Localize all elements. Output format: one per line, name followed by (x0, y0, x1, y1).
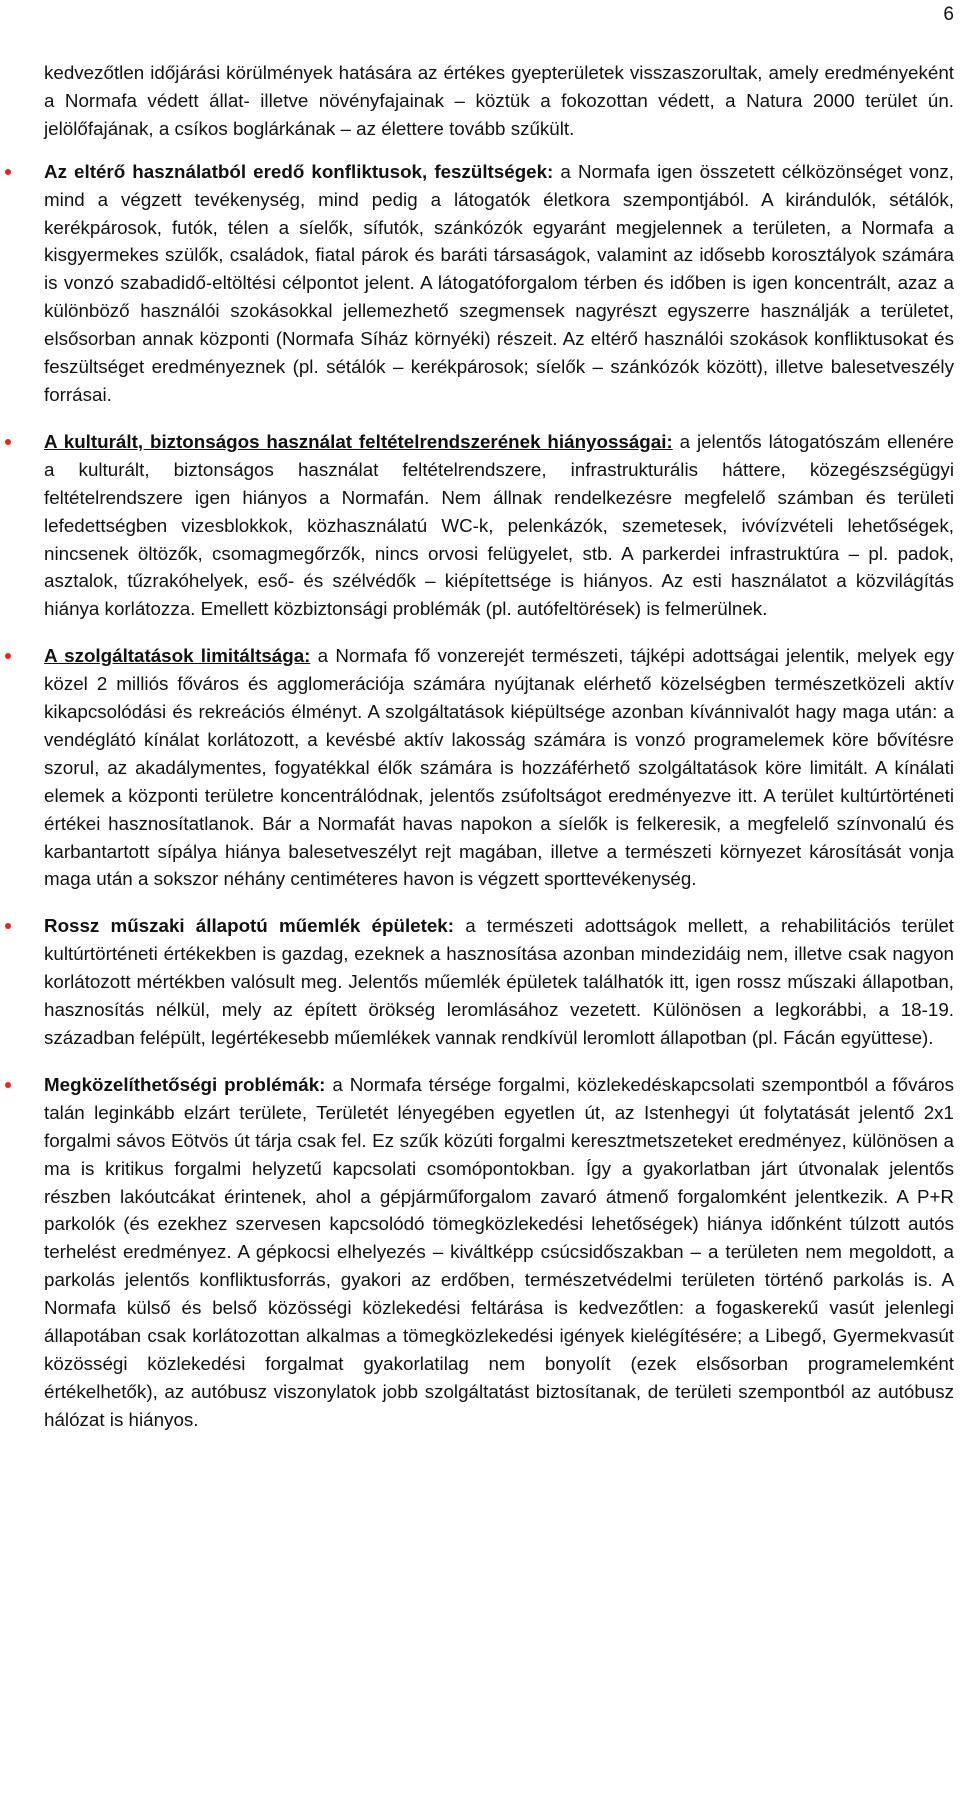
list-item-heading: Rossz műszaki állapotú műemlék épületek: (44, 915, 455, 937)
bullet-icon (5, 923, 11, 929)
list-item-text: a jelentős látogatószám ellenére a kulturált, biztonságos használat feltételrendszere, infrastrukturális háttere, közegészségügyi feltételrendszere igen hiányos a Normafán. Nem állnak rendelkezésre megfelelő számban és területi lefedettségben vizesblokkok, közhasználatú WC-k, pelenkázók, szemetesek, ivóvízvételi lehetőségek, nincsenek öltözők, csomagmegőrzők, nincs orvosi felügyelet, stb. A parkerdei infrastruktúra – pl. padok, asztalok, tűzrakóhelyek, eső- és szélvédők – kiépítettsége is hiányos. Az esti használatot a közvilágítás hiánya korlátozza. Emellett közbiztonsági problémák (pl. autófeltörések) is felmerülnek. (44, 430, 955, 620)
list-item-heading: Az eltérő használatból eredő konfliktusok, feszültségek: (44, 160, 554, 182)
page-number: 6 (943, 4, 954, 25)
bullet-icon (5, 1082, 11, 1088)
list-item-paragraph (44, 428, 954, 623)
list-item-monuments (44, 912, 954, 1052)
list-item-paragraph (44, 912, 954, 1052)
document-body (44, 59, 954, 1453)
list-item-text: a Normafa térsége forgalmi, közlekedéskapcsolati szempontból a főváros talán leginkább elzárt területe, Területét lényegében egyetlen út, az Istenhegyi út folytatását jelentő 2x1 forgalmi sávos Eötvös út tárja csak fel. Ez szűk közúti forgalmi keresztmetszeteket eredményez, különösen a ma is kritikus forgalmi helyzetű kapcsolati csomópontokban. Így a gyakorlatban járt útvonalak jelentős részben lakóutcákat érintenek, ahol a gépjárműforgalom zavaró átmenő forgalomként jelentkezik. A P+R parkolók (és ezekhez szervesen kapcsolódó tömegközlekedési lehetőségek) hiánya időnként túlzott autós terhelést eredményez. A gépkocsi elhelyezés – kiváltképp csúcsidőszakban – a területen nem megoldott, a parkolás jelentős konfliktusforrás, gyakori az erdőben, természetvédelmi területen történő parkolás is. A Normafa külső és belső közösségi közlekedési feltárása is kedvezőtlen: a fogaskerekű vasút jelenlegi állapotában csak korlátozottan alkalmas a tömegközlekedési igények kielégítésére; a Libegő, Gyermekvasút közösségi közlekedési forgalmat gyakorlatilag nem bonyolít (ezek elsősorban programelemként értékelhetők), az autóbusz viszonylatok jobb szolgáltatást biztosítanak, de területi szempontból az autóbusz hálózat is hiányos. (44, 1073, 954, 1430)
list-item-services (44, 642, 954, 893)
list-item-heading: A szolgáltatások limitáltsága: (44, 645, 311, 667)
bullet-icon (5, 439, 11, 445)
list-item-accessibility (44, 1071, 954, 1434)
bullet-icon (5, 169, 11, 175)
intro-paragraph: kedvezőtlen időjárási körülmények hatására az értékes gyepterületek visszaszorultak, amely eredményeként a Normafa védett állat- illetve növényfajainak – köztük a fokozottan védett, a Natura 2000 terület ún. jelölőfajának, a csíkos boglárkának – az élettere tovább szűkült. (44, 62, 954, 139)
list-item-heading: A kulturált, biztonságos használat feltételrendszerének hiányosságai: (44, 430, 673, 452)
list-item-text: a Normafa igen összetett célközönséget vonz, mind a végzett tevékenység, mind pedig a látogatók életkora szempontjából. A kirándulók, sétálók, kerékpárosok, futók, télen a síelők, sífutók, szánkózók egyaránt megjelennek a területen, a Normafa a kisgyermekes szülők, családok, fiatal párok és baráti társaságok, valamint az idősebb korosztályok számára is vonzó szabadidő-eltöltési célpontot jelent. A látogatóforgalom térben és időben is igen koncentrált, azaz a különböző használói szokásokkal jellemezhető szegmensek nagyrészt egyszerre használják a területet, elsősorban annak központi (Normafa Síház környéki) részeit. Az eltérő használói szokások konfliktusokat és feszültséget eredményeznek (pl. sétálók – kerékpárosok; síelők – szánkózók között), illetve balesetveszély forrásai. (44, 160, 954, 405)
list-item-text: a Normafa fő vonzerejét természeti, tájképi adottságai jelentik, melyek egy közel 2 milliós főváros és agglomerációja számára nyújtanak elérhető közelségben természetközeli aktív kikapcsolódási és rekreációs élményt. A szolgáltatások kiépültsége azonban kívánnivalót hagy maga után: a vendéglátó kínálat korlátozott, a kevésbé aktív lakosság számára is vonzó programelemek köre bővítésre szorul, az akadálymentes, fogyatékkal élők számára is hozzáférhető szolgáltatások köre limitált. A kínálati elemek a központi területre koncentrálódnak, jelentős zsúfoltságot eredményezve itt. A terület kultúrtörténeti értékei hasznosítatlanok. Bár a Normafát havas napokon a síelők is felkeresik, a megfelelő színvonalú és karbantartott sípálya hiánya balesetveszélyt rejt magában, illetve a természeti környezet károsítását vonja maga után a sokszor néhány centiméteres havon is végzett sporttevékenység. (44, 645, 954, 890)
list-item-heading: Megközelíthetőségi problémák: (44, 1073, 326, 1095)
list-item-conflicts (44, 158, 954, 409)
list-item-paragraph (44, 158, 954, 409)
bullet-icon (5, 653, 11, 659)
list-item-paragraph (44, 642, 954, 893)
list-item-text: a természeti adottságok mellett, a rehabilitációs terület kultúrtörténeti értékekben is gazdag, ezeknek a hasznosítása azonban mindezidáig nem, illetve csak nagyon korlátozott mértékben valósult meg. Jelentős műemlék épületek találhatók itt, igen rossz műszaki állapotban, hasznosítás nélkül, mely az épített örökség leromlásához vezetett. Különösen a legkorábbi, a 18-19. században felépült, legértékesebb műemlékek vannak rendkívül leromlott állapotban (pl. Fácán együttese). (44, 915, 954, 1048)
list-item-paragraph (44, 1071, 954, 1434)
list-item-safety (44, 428, 954, 623)
